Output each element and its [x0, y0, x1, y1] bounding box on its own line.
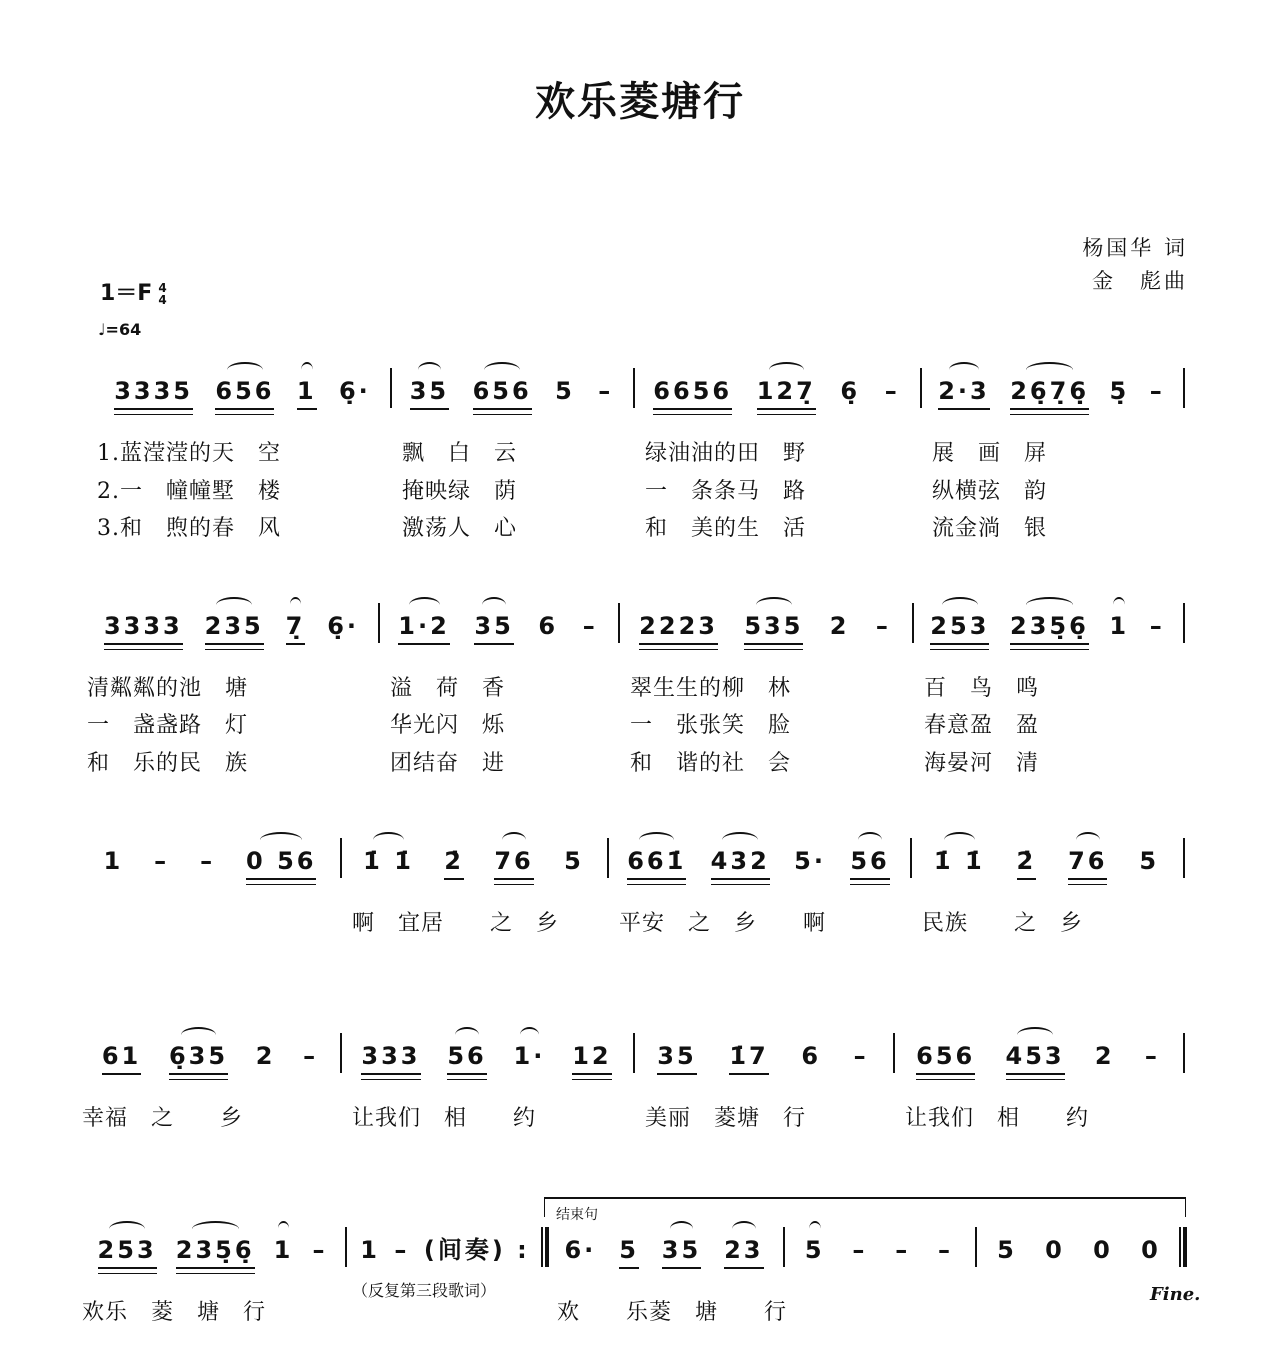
note-group: 1·2	[398, 611, 450, 645]
note-group: 6̣	[840, 377, 861, 405]
note-group: 333	[361, 1041, 420, 1075]
lyric-line: 幸福 之 乡	[82, 1106, 244, 1131]
repeat-note: （反复第三段歌词）	[352, 1281, 497, 1300]
slur-mark	[670, 1221, 694, 1237]
measure	[901, 1041, 1175, 1081]
note-group: 3333	[104, 611, 183, 645]
note-group: –	[303, 1042, 319, 1070]
ending-bracket	[544, 1197, 1186, 1217]
note-group: 0 56	[246, 846, 316, 880]
lyric-line: 民族 之 乡	[922, 911, 1084, 936]
note-group: 35	[474, 611, 513, 645]
note-group: 5	[997, 1236, 1017, 1264]
measure	[103, 376, 382, 416]
slur-mark	[639, 832, 674, 848]
note-group: 23	[724, 1235, 763, 1269]
note-group: 0	[1045, 1236, 1065, 1264]
barline	[340, 838, 342, 878]
note-group: –	[938, 1236, 954, 1264]
note-group: 6656	[653, 376, 732, 410]
note-group: 7̣	[286, 611, 306, 645]
slur-mark	[227, 362, 262, 378]
note-group: –	[154, 847, 170, 875]
lyric-line: 一 条条马 路	[645, 479, 807, 504]
lyric-line: 溢 荷 香	[390, 676, 506, 701]
slur-mark	[732, 1221, 756, 1237]
note-group: 35	[657, 1041, 696, 1075]
slur-mark	[769, 362, 804, 378]
barline	[910, 838, 912, 878]
measure	[791, 1235, 967, 1275]
slur-mark	[942, 597, 977, 613]
lyric-line: 流金淌 银	[932, 516, 1048, 541]
slur-mark	[260, 832, 302, 848]
lyric-line: 一 盏盏路 灯	[87, 713, 249, 738]
note-group: 235	[205, 611, 264, 645]
lyric-line: 清粼粼的池 塘	[87, 676, 249, 701]
note-group: 6̣35	[169, 1041, 228, 1075]
barline	[607, 838, 609, 878]
barline	[893, 1033, 895, 1073]
note-group: –	[1144, 1042, 1160, 1070]
note-group: 35	[410, 376, 449, 410]
barline	[390, 368, 392, 408]
slur-mark	[409, 597, 440, 613]
note-group: 661̇	[627, 846, 686, 880]
note-group: 2·3	[938, 376, 990, 410]
barline	[1183, 368, 1185, 408]
note-group: 5	[1139, 847, 1160, 875]
slur-mark	[373, 832, 403, 848]
slur-mark	[216, 597, 251, 613]
lyric-line: 飘 白 云	[402, 441, 518, 466]
lyric-line: 纵横弦 韵	[932, 479, 1048, 504]
barline	[1183, 1033, 1185, 1073]
lyric-line: 华光闪 烁	[390, 713, 506, 738]
key-signature	[100, 276, 167, 307]
measure	[93, 611, 370, 651]
tempo-marking: ♩=64	[98, 320, 142, 339]
slur-mark	[1017, 1027, 1052, 1043]
note-group: 5	[555, 377, 575, 405]
note-group: 6̣·	[327, 612, 360, 640]
measure	[353, 1235, 537, 1275]
lyric-line: 让我们 相 约	[905, 1106, 1090, 1131]
lyric-line: 和 乐的民 族	[87, 751, 249, 776]
note-group: 5	[619, 1235, 639, 1269]
note-group: 656	[916, 1041, 975, 1075]
note-group: –	[875, 612, 891, 640]
time-top: 4	[158, 281, 167, 295]
note-group: –	[884, 377, 900, 405]
measure	[386, 611, 610, 651]
barline	[1183, 603, 1185, 643]
note-group: 1	[274, 1235, 294, 1267]
note-group: 5	[805, 1235, 825, 1267]
slur-mark	[1113, 597, 1125, 613]
slur-mark	[301, 362, 313, 378]
note-group: 2̇	[444, 846, 464, 880]
slur-mark	[181, 1027, 216, 1043]
note-group: 2	[1094, 1042, 1115, 1070]
slur-mark	[520, 1027, 539, 1043]
fine-marking: Fine.	[1150, 1284, 1201, 1305]
slur-mark	[484, 362, 519, 378]
slur-mark	[809, 1221, 821, 1237]
note-group: 5̣	[1109, 377, 1130, 405]
ending-label: 结束句	[556, 1207, 598, 1223]
time-signature	[158, 282, 166, 306]
note-group: 2	[829, 612, 850, 640]
note-group: 35	[662, 1235, 701, 1269]
note-group: 56	[850, 846, 889, 880]
measure	[641, 1041, 885, 1081]
note-group: 253	[930, 611, 989, 645]
slur-mark	[944, 832, 974, 848]
slur-mark	[192, 1221, 239, 1237]
note-group: 6	[538, 612, 559, 640]
note-group: 6̣·	[338, 377, 371, 405]
lyric-line: 欢 乐菱 塘 行	[557, 1300, 788, 1325]
composer-credit: 金 彪曲	[1092, 269, 1188, 293]
barline	[633, 368, 635, 408]
slur-mark	[418, 362, 442, 378]
note-group: 656	[215, 376, 274, 410]
song-title: 欢乐菱塘行	[535, 78, 745, 125]
slur-mark	[1026, 362, 1073, 378]
lyric-line: 激荡人 心	[402, 516, 518, 541]
slur-mark	[278, 1221, 290, 1237]
double-barline	[1179, 1227, 1187, 1267]
lyricist-credit: 杨国华 词	[1082, 236, 1188, 260]
measure	[920, 611, 1175, 651]
barline	[1183, 838, 1185, 878]
slur-mark	[290, 597, 302, 613]
note-group: 26̣7̣6̣	[1010, 376, 1089, 410]
note-group: –	[853, 1042, 869, 1070]
slur-mark	[1076, 832, 1100, 848]
note-group: 6	[801, 1042, 822, 1070]
note-group: –	[1149, 377, 1165, 405]
barline	[618, 603, 620, 643]
key-label: 1＝F	[100, 281, 153, 306]
note-group: 1	[297, 376, 317, 410]
lyric-line: 美丽 菱塘 行	[645, 1106, 807, 1131]
lyric-line: 海晏河 清	[924, 751, 1040, 776]
measure	[615, 846, 902, 886]
measure	[983, 1235, 1175, 1275]
note-group: –	[312, 1236, 328, 1264]
note-group: 6·	[564, 1236, 597, 1264]
measure	[348, 846, 599, 886]
lyric-line: 和 谐的社 会	[630, 751, 792, 776]
measure	[626, 611, 904, 651]
lyric-line: 欢乐 菱 塘 行	[82, 1300, 267, 1325]
note-group: 1̇ 1̇	[363, 846, 414, 878]
note-group: 76	[1068, 846, 1107, 880]
lyric-line: 展 画 屏	[932, 441, 1048, 466]
measure	[348, 1041, 625, 1081]
barline	[912, 603, 914, 643]
note-group: 5	[564, 847, 584, 875]
note-group: 3335	[114, 376, 193, 410]
note-group: 235̣6̣	[176, 1235, 255, 1269]
barline	[378, 603, 380, 643]
note-group: –	[852, 1236, 868, 1264]
note-group: 5·	[794, 847, 826, 875]
lyric-line: 翠生生的柳 林	[630, 676, 792, 701]
time-bottom: 4	[158, 293, 167, 307]
note-group: 127̣	[757, 376, 816, 410]
note-group: 253	[98, 1235, 157, 1269]
slur-mark	[455, 1027, 479, 1043]
lyric-line: 掩映绿 荫	[402, 479, 518, 504]
measure	[641, 376, 912, 416]
measure	[918, 846, 1175, 886]
slur-mark	[482, 597, 506, 613]
lyric-line: 1.蓝滢滢的天 空	[97, 441, 281, 466]
note-group: –	[394, 1236, 410, 1264]
measure	[88, 846, 332, 886]
note-group: 1	[360, 1236, 380, 1264]
note-group: 1	[103, 847, 124, 875]
measure	[88, 1041, 332, 1081]
note-group: 1̇ 1̇	[934, 846, 985, 878]
double-barline	[541, 1227, 549, 1267]
note-group: –	[598, 377, 614, 405]
note-group: 235̣6̣	[1010, 611, 1089, 645]
measure	[88, 1235, 337, 1275]
barline	[920, 368, 922, 408]
lyric-line: 让我们 相 约	[352, 1106, 537, 1131]
note-group: 1·	[514, 1041, 546, 1073]
lyric-line: 绿油油的田 野	[645, 441, 807, 466]
slur-mark	[949, 362, 980, 378]
note-group: 2̇	[1017, 846, 1037, 880]
lyric-line: 一 张张笑 脸	[630, 713, 792, 738]
barline	[633, 1033, 635, 1073]
note-group: 535	[744, 611, 803, 645]
slur-mark	[722, 832, 757, 848]
note-group: 0	[1141, 1236, 1161, 1264]
note-group: 432	[711, 846, 770, 880]
lyric-line: 2.一 幢幢墅 楼	[97, 479, 281, 504]
note-group: –	[582, 612, 598, 640]
note-group: 2	[255, 1042, 276, 1070]
barline	[975, 1227, 977, 1267]
note-group: 61	[102, 1041, 141, 1075]
measure	[928, 376, 1175, 416]
note-group: –	[895, 1236, 911, 1264]
lyric-line: 和 美的生 活	[645, 516, 807, 541]
note-group: 656	[473, 376, 532, 410]
note-group: 12	[572, 1041, 611, 1075]
note-group: 1̇7	[729, 1041, 768, 1075]
measure	[553, 1235, 775, 1275]
note-group: (间奏) :	[423, 1236, 530, 1264]
note-group: –	[200, 847, 216, 875]
note-group: 76	[494, 846, 533, 880]
note-group: 56	[447, 1041, 486, 1075]
lyric-line: 啊 宜居 之 乡	[352, 911, 560, 936]
barline	[340, 1033, 342, 1073]
note-group: 453	[1006, 1041, 1065, 1075]
barline	[783, 1227, 785, 1267]
lyric-line: 3.和 煦的春 风	[97, 516, 281, 541]
slur-mark	[502, 832, 526, 848]
note-group: 1	[1109, 611, 1129, 643]
lyric-line: 百 鸟 鸣	[924, 676, 1040, 701]
lyric-line: 团结奋 进	[390, 751, 506, 776]
slur-mark	[858, 832, 882, 848]
note-group: 2223	[639, 611, 718, 645]
barline	[345, 1227, 347, 1267]
note-group: 0	[1093, 1236, 1113, 1264]
slur-mark	[109, 1221, 144, 1237]
note-group: –	[1149, 612, 1165, 640]
slur-mark	[1026, 597, 1073, 613]
lyric-line: 春意盈 盈	[924, 713, 1040, 738]
measure	[398, 376, 625, 416]
slur-mark	[756, 597, 791, 613]
lyric-line: 平安 之 乡 啊	[619, 911, 827, 936]
